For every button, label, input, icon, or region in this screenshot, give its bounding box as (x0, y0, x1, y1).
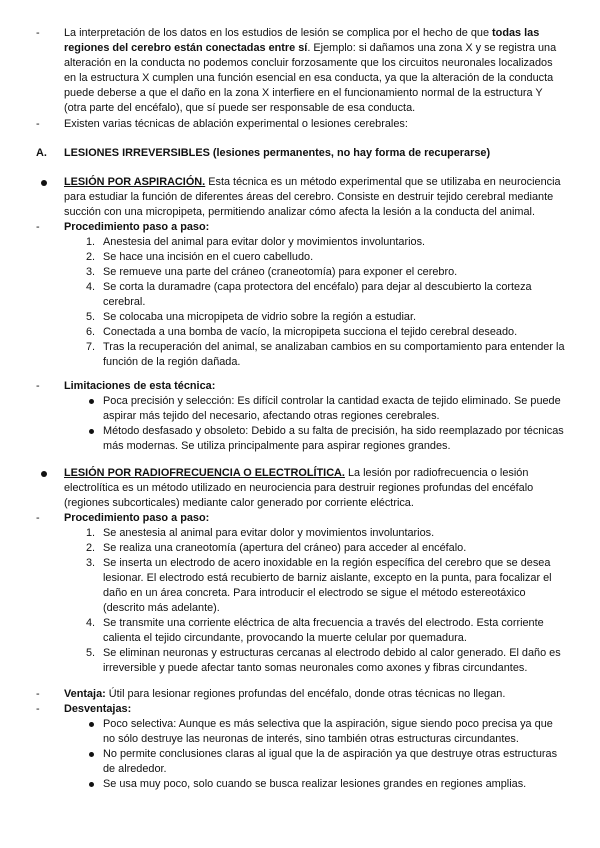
step-number: 2. (86, 251, 96, 263)
bullet-text: Se usa muy poco, solo cuando se busca realizar lesiones grandes en regiones amplias. (103, 778, 527, 790)
ventaja-line: Ventaja: Útil para lesionar regiones profundas del encéfalo, donde otras técnicas no llegan. (64, 688, 506, 700)
procedure-title: Procedimiento paso a paso: (64, 512, 210, 524)
bullet-dot (89, 782, 94, 787)
bullet-text: Poca precisión y selección: Es difícil controlar la cantidad exacta de tejido eliminado. Se puede (103, 395, 561, 407)
step-number: 6. (86, 326, 96, 338)
radio-line: LESIÓN POR RADIOFRECUENCIA O ELECTROLÍTICA. La lesión por radiofrecuencia o lesión (64, 467, 529, 479)
radio-line: (regiones subcorticales) mediante calor generado por corriente eléctrica. (64, 497, 414, 509)
step-number: 1. (86, 236, 96, 248)
step-text: Se transmite una corriente eléctrica de alta frecuencia a través del electrodo. Esta corriente (103, 617, 544, 629)
list-dash: - (36, 221, 40, 233)
procedure-title: Procedimiento paso a paso: (64, 221, 210, 233)
step-text: daño en un área concreta. Para introducir el electrodo se sigue el método estereotáxico (103, 587, 526, 599)
list-dash: - (36, 512, 40, 524)
step-text: calienta el tejido circundante, provocando la muerte celular por quemadura. (103, 632, 467, 644)
step-text: Se eliminan neuronas y estructuras cercanas al electrodo debido al calor generado. El daño es (103, 647, 561, 659)
step-number: 1. (86, 527, 96, 539)
aspiracion-line: para estudiar la función de diferentes áreas del cerebro. Consiste en destruir tejido cerebral mediante (64, 191, 554, 203)
list-dash: - (36, 688, 40, 700)
list-dash: - (36, 27, 40, 39)
radio-line: electrolítica es un método utilizado en neurociencia para destruir regiones profundas del encéfalo (64, 482, 534, 494)
step-text: lesionar. El electrodo está recubierto de barniz aislante, excepto en la punta, para focalizar el (103, 572, 552, 584)
bullet-text: Método desfasado y obsoleto: Debido a su falta de precisión, ha sido reemplazado por técnicas (103, 425, 564, 437)
step-text: Se corta la duramadre (capa protectora del encéfalo) para dejar al descubierto la corteza (103, 281, 532, 293)
bullet-dot (41, 471, 47, 477)
intro-line: alteración en la conducta no podemos concluir forzosamente que los circuitos neuronales localizados (64, 57, 553, 69)
bullet-dot (89, 429, 94, 434)
bullet-dot (89, 752, 94, 757)
step-text: función de la región dañada. (103, 356, 241, 368)
step-text: Se colocaba una micropipeta de vidrio sobre la región a estudiar. (103, 311, 416, 323)
step-number: 7. (86, 341, 96, 353)
section-marker: A. (36, 147, 47, 159)
step-text: Se remueve una parte del cráneo (craneotomía) para exponer el cerebro. (103, 266, 458, 278)
bullet-text: más modernas. Se utiliza principalmente para aspirar regiones grandes. (103, 440, 451, 452)
step-number: 3. (86, 557, 96, 569)
bullet-dot (89, 722, 94, 727)
bullet-text: Poco selectiva: Aunque es más selectiva que la aspiración, sigue siendo poco precisa ya que (103, 718, 553, 730)
step-text: Se realiza una craneotomía (apertura del cráneo) para acceder al encéfalo. (103, 542, 467, 554)
step-number: 4. (86, 281, 96, 293)
list-dash: - (36, 380, 40, 392)
step-number: 5. (86, 311, 96, 323)
bullet-text: de alrededor. (103, 763, 167, 775)
list-dash: - (36, 703, 40, 715)
intro-line: puede deberse a que el daño en la zona X interfiere en el funcionamiento normal de la estructura Y (64, 87, 543, 99)
disadvantages-title: Desventajas: (64, 703, 132, 715)
intro-line: La interpretación de los datos en los estudios de lesión se complica por el hecho de que todas las (64, 27, 540, 39)
bullet-text: no sólo destruye las neuronas de interés, sino también otras estructuras circundantes. (103, 733, 519, 745)
aspiracion-line: succión con una micropipeta, permitiendo analizar cómo afecta la lesión a la conducta del animal. (64, 206, 535, 218)
step-number: 5. (86, 647, 96, 659)
bullet-text: No permite conclusiones claras al igual que la de aspiración ya que destruye otras estructuras (103, 748, 558, 760)
intro-line: regiones del cerebro están conectadas entre sí. Ejemplo: si dañamos una zona X y se registra una (64, 42, 557, 54)
bullet-dot (41, 180, 47, 186)
step-text: Anestesia del animal para evitar dolor y movimientos involuntarios. (103, 236, 426, 248)
step-text: Conectada a una bomba de vacío, la micropipeta succiona el tejido cerebral deseado. (103, 326, 518, 338)
list-dash: - (36, 118, 40, 130)
step-text: Se inserta un electrodo de acero inoxidable en la región específica del cerebro que se desea (103, 557, 551, 569)
intro-line: Existen varias técnicas de ablación experimental o lesiones cerebrales: (64, 118, 408, 130)
step-text: Se anestesia al animal para evitar dolor y movimientos involuntarios. (103, 527, 435, 539)
section-title: LESIONES IRREVERSIBLES (lesiones permanentes, no hay forma de recuperarse) (64, 147, 491, 159)
bullet-dot (89, 399, 94, 404)
intro-line: (otra parte del encéfalo), que sí puede ser responsable de esa conducta. (64, 102, 416, 114)
bullet-text: aspirar más tejido del necesario, afectando otras regiones cerebrales. (103, 410, 440, 422)
step-text: Tras la recuperación del animal, se analizaban cambios en su comportamiento para entender la (103, 341, 565, 353)
limitations-title: Limitaciones de esta técnica: (64, 380, 216, 392)
step-text: cerebral. (103, 296, 146, 308)
intro-line: en la estructura X cumplen una función esencial en esa conducta, ya que la alteración de la conducta (64, 72, 554, 84)
step-number: 3. (86, 266, 96, 278)
step-text: irreversible y puede afectar tanto somas neuronales como axones y fibras circundantes. (103, 662, 528, 674)
step-text: (descrito más adelante). (103, 602, 220, 614)
step-text: Se hace una incisión en el cuero cabelludo. (103, 251, 314, 263)
step-number: 4. (86, 617, 96, 629)
step-number: 2. (86, 542, 96, 554)
aspiracion-line: LESIÓN POR ASPIRACIÓN. Esta técnica es un método experimental que se utilizaba en neurociencia (64, 176, 561, 188)
